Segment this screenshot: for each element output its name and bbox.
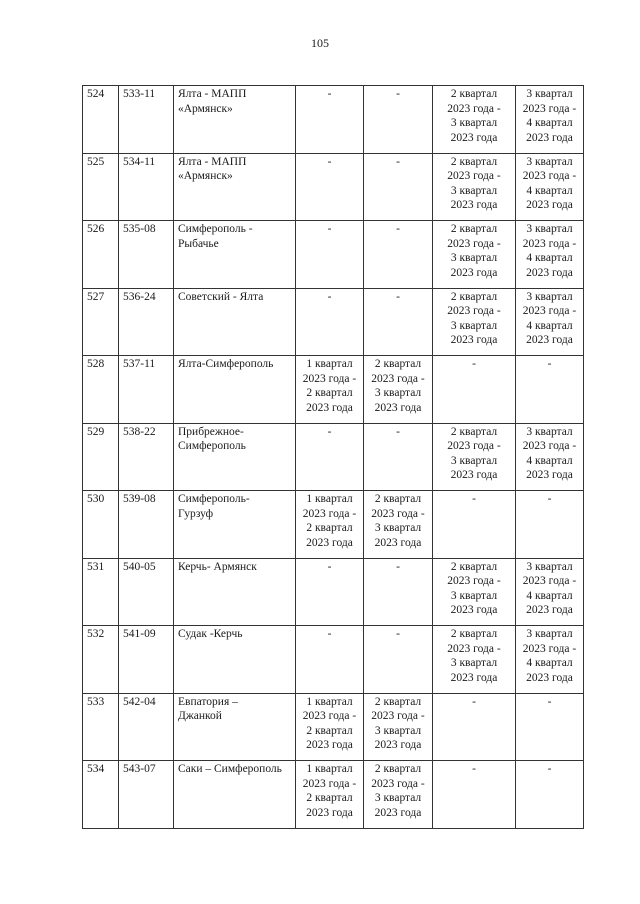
period-cell-3-line: 2023 года - [447, 102, 501, 115]
period-cell-3-line: 2023 года [450, 266, 498, 279]
period-cell-4 [516, 626, 584, 694]
period-cell-2 [364, 491, 433, 559]
period-cell-4 [516, 693, 584, 761]
route-code: 539-08 [119, 491, 174, 559]
routes-table-body [83, 86, 584, 829]
table-row [83, 86, 584, 154]
period-cell-3 [433, 491, 516, 559]
period-cell-2 [364, 423, 433, 491]
period-cell-3-line: 2023 года - [447, 642, 501, 655]
period-cell-4-line: 4 квартал [526, 252, 573, 264]
route-name [174, 153, 296, 221]
period-cell-4-line: 4 квартал [526, 657, 573, 669]
row-number: 524 [83, 86, 119, 154]
row-number: 531 [83, 558, 119, 626]
period-cell-4 [516, 86, 584, 154]
period-cell-3-line: 2023 года - [447, 170, 501, 182]
period-cell-1-line: 2 квартал [306, 522, 353, 534]
period-cell-2 [364, 761, 433, 829]
route-name-line: Ялта-Симферополь [178, 358, 274, 370]
period-cell-2-line: 2023 года [374, 739, 422, 751]
period-cell-1 [296, 693, 364, 761]
route-name-line: Джанкой [178, 710, 222, 722]
period-cell-1-line: - [327, 88, 332, 100]
period-cell-2 [364, 693, 433, 761]
period-cell-1-line: 2 квартал [306, 724, 353, 737]
period-cell-4-line: 3 квартал [526, 628, 573, 640]
period-cell-3-line: 3 квартал [450, 252, 498, 264]
period-cell-1-line: 2023 года - [302, 507, 357, 520]
period-cell-3-line: 2 квартал [450, 425, 498, 438]
period-cell-4-line: 2023 года [526, 266, 573, 279]
period-cell-1-line: - [327, 223, 332, 235]
period-cell-4 [516, 288, 584, 356]
period-cell-3-line: 3 квартал [450, 657, 498, 669]
route-name [174, 558, 296, 626]
route-name-line: Симферополь - [178, 223, 253, 235]
period-cell-1-line: - [327, 425, 332, 438]
period-cell-3-line: 2023 года [450, 199, 498, 211]
period-cell-2-line: 2023 года - [371, 507, 425, 520]
table-row [83, 761, 584, 829]
period-cell-1 [296, 221, 364, 289]
period-cell-1-line: 1 квартал [306, 695, 353, 708]
period-cell-4-line: - [547, 763, 552, 775]
route-name-line: Ялта - МАПП [178, 88, 247, 100]
table-row [83, 558, 584, 626]
route-code: 534-11 [119, 153, 174, 221]
period-cell-4-line: 4 квартал [526, 184, 573, 197]
period-cell-3-line: - [472, 695, 476, 708]
period-cell-1-line: 1 квартал [306, 493, 353, 505]
period-cell-4-line: 2023 года - [522, 305, 577, 317]
period-cell-3 [433, 558, 516, 626]
period-cell-4-line: 2023 года - [522, 102, 577, 115]
period-cell-3-line: 2023 года - [447, 237, 501, 250]
row-number: 533 [83, 693, 119, 761]
period-cell-4-line: 2023 года - [522, 237, 577, 250]
period-cell-2-line: - [396, 223, 400, 235]
period-cell-4-line: 2023 года [526, 671, 573, 684]
route-name-line: Саки – Симферополь [178, 763, 282, 775]
period-cell-3-line: 2 квартал [450, 88, 498, 100]
period-cell-4-line: 2023 года [526, 334, 573, 346]
period-cell-4-line: 2023 года - [522, 440, 577, 452]
route-name-line: Евпатория – [178, 695, 238, 708]
period-cell-2-line: 2 квартал [374, 493, 422, 505]
period-cell-2-line: 2023 года [374, 401, 422, 414]
period-cell-4-line: 3 квартал [526, 425, 573, 438]
period-cell-1 [296, 288, 364, 356]
period-cell-4 [516, 491, 584, 559]
period-cell-1 [296, 153, 364, 221]
route-name [174, 423, 296, 491]
period-cell-1-line: 1 квартал [306, 358, 353, 370]
period-cell-3-line: 2 квартал [450, 155, 498, 168]
period-cell-2-line: 2023 года - [371, 372, 425, 385]
period-cell-4-line: 4 квартал [526, 454, 573, 467]
period-cell-2 [364, 356, 433, 424]
period-cell-3 [433, 761, 516, 829]
period-cell-4 [516, 221, 584, 289]
period-cell-4 [516, 558, 584, 626]
route-name [174, 761, 296, 829]
period-cell-1-line: 2023 года - [302, 372, 357, 385]
period-cell-4-line: 3 квартал [526, 560, 573, 573]
period-cell-4-line: 3 квартал [526, 88, 573, 100]
period-cell-1-line: - [327, 628, 332, 640]
period-cell-3-line: 3 квартал [450, 319, 498, 332]
period-cell-4-line: 3 квартал [526, 290, 573, 303]
route-name [174, 221, 296, 289]
period-cell-2 [364, 626, 433, 694]
period-cell-1-line: 2023 года [306, 401, 353, 414]
period-cell-1 [296, 491, 364, 559]
period-cell-2-line: - [396, 425, 400, 438]
period-cell-4-line: - [547, 493, 552, 505]
period-cell-1-line: 2023 года [306, 739, 353, 751]
period-cell-2-line: 3 квартал [374, 522, 422, 534]
period-cell-2-line: 2023 года [374, 536, 422, 549]
period-cell-3-line: - [472, 358, 476, 370]
period-cell-3 [433, 356, 516, 424]
period-cell-2 [364, 558, 433, 626]
route-code: 542-04 [119, 693, 174, 761]
period-cell-3-line: 3 квартал [450, 117, 498, 129]
period-cell-3 [433, 153, 516, 221]
period-cell-4-line: 4 квартал [526, 319, 573, 332]
route-name-line: Симферополь [178, 440, 246, 452]
table-row [83, 356, 584, 424]
period-cell-1 [296, 558, 364, 626]
period-cell-1 [296, 761, 364, 829]
period-cell-4 [516, 761, 584, 829]
period-cell-1-line: - [327, 155, 332, 168]
period-cell-4 [516, 356, 584, 424]
period-cell-1-line: 2 квартал [306, 387, 353, 399]
route-name-line: Советский - Ялта [178, 290, 264, 303]
routes-table [82, 85, 584, 829]
period-cell-4-line: 3 квартал [526, 223, 573, 235]
table-row [83, 626, 584, 694]
period-cell-1-line: 2 квартал [306, 792, 353, 804]
route-name-line: Прибрежное- [178, 425, 244, 438]
period-cell-3-line: 2 квартал [450, 628, 498, 640]
period-cell-2 [364, 86, 433, 154]
route-code: 537-11 [119, 356, 174, 424]
period-cell-2-line: 2023 года [374, 806, 422, 819]
period-cell-2-line: 3 квартал [374, 724, 422, 737]
period-cell-3-line: 2023 года [450, 671, 498, 684]
period-cell-3-line: 2023 года [450, 469, 498, 481]
period-cell-2-line: - [396, 155, 400, 168]
row-number: 526 [83, 221, 119, 289]
route-name-line: Симферополь- [178, 493, 250, 505]
period-cell-2-line: - [396, 290, 400, 303]
period-cell-3-line: 2 квартал [450, 560, 498, 573]
period-cell-2-line: 2 квартал [374, 763, 422, 775]
period-cell-3-line: - [472, 763, 476, 775]
table-row [83, 491, 584, 559]
period-cell-2 [364, 288, 433, 356]
period-cell-4-line: 2023 года [526, 131, 573, 144]
period-cell-4-line: 2023 года - [522, 575, 577, 587]
period-cell-1-line: 2023 года - [302, 777, 357, 790]
period-cell-2-line: 2 квартал [374, 695, 422, 708]
period-cell-2-line: 2023 года - [371, 710, 425, 722]
period-cell-1-line: 1 квартал [306, 763, 353, 775]
period-cell-1-line: 2023 года [306, 806, 353, 819]
period-cell-3-line: 2023 года [450, 604, 498, 616]
period-cell-4-line: 3 квартал [526, 155, 573, 168]
route-name-line: Гурзуф [178, 507, 214, 520]
period-cell-2-line: - [396, 88, 400, 100]
period-cell-4-line: 4 квартал [526, 117, 573, 129]
period-cell-3-line: 2 квартал [450, 223, 498, 235]
route-name [174, 86, 296, 154]
table-row [83, 423, 584, 491]
row-number: 532 [83, 626, 119, 694]
period-cell-3-line: 2023 года - [447, 575, 501, 587]
period-cell-4-line: 4 квартал [526, 589, 573, 602]
period-cell-4-line: 2023 года [526, 604, 573, 616]
period-cell-4-line: - [547, 695, 552, 708]
period-cell-3-line: 2023 года - [447, 440, 501, 452]
route-code: 535-08 [119, 221, 174, 289]
period-cell-2-line: - [396, 628, 400, 640]
row-number: 534 [83, 761, 119, 829]
table-row [83, 153, 584, 221]
period-cell-1-line: - [327, 290, 332, 303]
period-cell-1 [296, 356, 364, 424]
route-name [174, 693, 296, 761]
route-code: 538-22 [119, 423, 174, 491]
route-name-line: Ялта - МАПП [178, 155, 247, 168]
period-cell-3-line: 2023 года [450, 131, 498, 144]
period-cell-4-line: - [547, 358, 552, 370]
route-code: 536-24 [119, 288, 174, 356]
route-code: 533-11 [119, 86, 174, 154]
period-cell-4 [516, 153, 584, 221]
period-cell-3 [433, 423, 516, 491]
route-name-line: Судак -Керчь [178, 628, 243, 640]
period-cell-3 [433, 221, 516, 289]
period-cell-4 [516, 423, 584, 491]
period-cell-3 [433, 626, 516, 694]
route-name [174, 288, 296, 356]
period-cell-1-line: 2023 года [306, 536, 353, 549]
route-name [174, 626, 296, 694]
period-cell-1-line: 2023 года - [302, 710, 357, 722]
period-cell-3-line: - [472, 493, 476, 505]
route-code: 540-05 [119, 558, 174, 626]
period-cell-2-line: - [396, 560, 400, 573]
period-cell-4-line: 2023 года - [522, 170, 577, 182]
period-cell-4-line: 2023 года [526, 469, 573, 481]
route-name-line: «Армянск» [178, 102, 233, 115]
route-name [174, 491, 296, 559]
period-cell-3 [433, 86, 516, 154]
period-cell-2-line: 2023 года - [371, 777, 425, 790]
row-number: 525 [83, 153, 119, 221]
period-cell-2-line: 3 квартал [374, 387, 422, 399]
route-name-line: Рыбачье [178, 237, 219, 250]
period-cell-4-line: 2023 года - [522, 642, 577, 655]
period-cell-3-line: 2023 года - [447, 305, 501, 317]
row-number: 530 [83, 491, 119, 559]
row-number: 528 [83, 356, 119, 424]
period-cell-3-line: 3 квартал [450, 184, 498, 197]
period-cell-2 [364, 153, 433, 221]
period-cell-2-line: 2 квартал [374, 358, 422, 370]
route-name-line: «Армянск» [178, 170, 233, 182]
period-cell-3-line: 2 квартал [450, 290, 498, 303]
period-cell-3-line: 3 квартал [450, 589, 498, 602]
period-cell-4-line: 2023 года [526, 199, 573, 211]
table-row [83, 288, 584, 356]
route-name-line: Керчь- Армянск [178, 560, 257, 573]
period-cell-2-line: 3 квартал [374, 792, 422, 804]
period-cell-3 [433, 693, 516, 761]
period-cell-2 [364, 221, 433, 289]
period-cell-3-line: 3 квартал [450, 454, 498, 467]
period-cell-3 [433, 288, 516, 356]
table-row [83, 221, 584, 289]
page-number: 105 [311, 36, 329, 50]
route-code: 541-09 [119, 626, 174, 694]
period-cell-3-line: 2023 года [450, 334, 498, 346]
period-cell-1 [296, 626, 364, 694]
period-cell-1 [296, 423, 364, 491]
row-number: 527 [83, 288, 119, 356]
row-number: 529 [83, 423, 119, 491]
period-cell-1-line: - [327, 560, 332, 573]
route-name [174, 356, 296, 424]
route-code: 543-07 [119, 761, 174, 829]
period-cell-1 [296, 86, 364, 154]
table-row [83, 693, 584, 761]
